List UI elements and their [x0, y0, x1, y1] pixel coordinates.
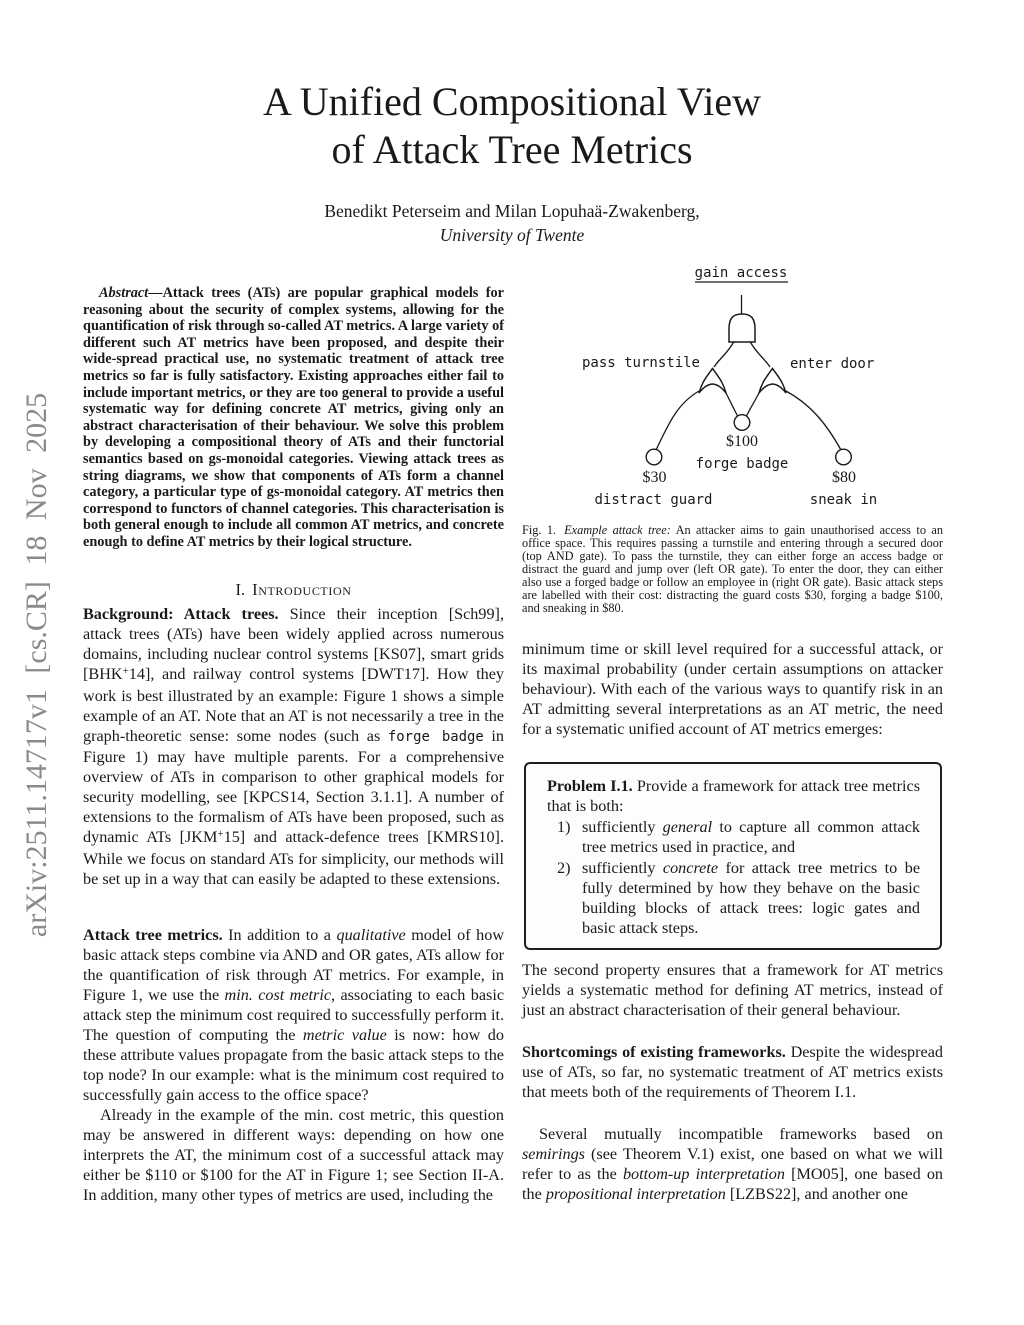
figure-caption-label: Fig. 1. [522, 523, 557, 537]
problem-item-2-number: 2) [557, 859, 571, 877]
section-title: Introduction [252, 580, 352, 599]
right-or-label: enter door [790, 356, 875, 372]
left-or-label: pass turnstile [581, 355, 700, 371]
authors: Benedikt Peterseim and Milan Lopuhaä-Zwakenberg, [324, 201, 700, 221]
edge-and-to-right-or [750, 342, 770, 368]
page-title [0, 78, 1024, 174]
problem-item-2 [547, 858, 920, 938]
distract-guard-cost: $30 [642, 469, 667, 486]
leaf-node-sneak-in [836, 449, 852, 465]
distract-guard-label: distract guard [594, 492, 713, 508]
paragraph-already-example: Already in the example of the min. cost metric, this question may be answered in different ways: depending on how one interprets the AT, the minimum cost of a successful attack may either be $110 or $100 for the AT in Figure 1; see Section II-A. In addition, many other types of metrics are used, including the [83, 1106, 504, 1204]
problem-item-1-text: sufficiently general to capture all common attack tree metrics used in practice, and [582, 818, 920, 856]
title-line-2: of Attack Tree Metrics [331, 127, 693, 172]
section-heading-introduction [83, 580, 504, 600]
section-number: I. [235, 580, 246, 599]
paragraph-shortcomings: Shortcomings of existing frameworks. Despite the widespread use of ATs, so far, no systematic treatment of AT metrics exists that meets both of the requirements of Theorem I.1. [522, 1043, 944, 1101]
paragraph-several-frameworks: Several mutually incompatible frameworks based on semirings (see Theorem V.1) exist, one based on what we will refer to as the bottom-up interpretation [MO05], one based on the propositional interpretation [LZBS22], and another one [522, 1125, 944, 1203]
affiliation: University of Twente [439, 225, 585, 245]
paragraph-second-property: The second property ensures that a framework for AT metrics yields a systematic method for defining AT metrics, instead of just an abstract characterisation of their general behaviour. [522, 961, 943, 1019]
edge-rightor-to-forge [747, 390, 761, 416]
edge-leftor-to-forge [725, 390, 738, 416]
figure-caption-text: Example attack tree: An attacker aims to gain unauthorised access to an office space. This requires passing a turnstile and entering through a secured door (top AND gate). To pass the turnstile, they can either forge an access badge or distract the guard and jump over (left OR gate). To enter the door, they can either also use a forged badge or follow an employee in (right OR gate). Basic attack steps are labelled with their cost: distracting the guard costs $30, forging a badge $100, and sneaking in $80. [522, 523, 943, 615]
problem-item-2-text: sufficiently concrete for attack tree metrics to be fully determined by how they behave on the basic building blocks of attack trees: logic gates and basic attack steps. [582, 859, 920, 937]
leaf-node-distract-guard [646, 449, 662, 465]
forge-badge-label: forge badge [695, 456, 789, 472]
leaf-node-forge-badge [734, 415, 750, 431]
root-node-label: gain access [694, 265, 788, 281]
edge-and-to-left-or [714, 342, 734, 368]
or-gate-right-icon [759, 369, 786, 394]
problem-item-1-number: 1) [557, 818, 571, 836]
title-line-1: A Unified Compositional View [263, 79, 761, 124]
problem-box [524, 762, 942, 950]
or-gate-left-icon [699, 369, 726, 394]
sneak-in-label: sneak in [809, 492, 878, 508]
edge-rightor-to-sneak [786, 391, 841, 450]
paragraph-attack-tree-metrics: Attack tree metrics. In addition to a qualitative model of how basic attack steps combine via AND and OR gates, ATs allow for the quantification of risk through AT metrics. For example, in Figure 1, we use the min. cost metric, associating to each basic attack step the minimum cost required to successfully perform it. The question of computing the metric value is now: how do these attribute values propagate from the basic attack steps to the top node? In our example: what is the minimum cost required to successfully gain access to the office space? [83, 926, 505, 1104]
arxiv-stamp: arXiv:2511.14717v1 [cs.CR] 18 Nov 2025 [20, 392, 53, 938]
edge-leftor-to-distract [656, 391, 699, 450]
abstract-paragraph: Abstract—Attack trees (ATs) are popular graphical models for reasoning about the security of complex systems, allowing for the quantification of risk through so-called AT metrics. A large variety of different such AT metrics have been proposed, and despite their wide-spread practical use, no systematic treatment of attack tree metrics so far is fully satisfactory. Existing approaches either fail to include important metrics, or they are too general to provide a useful systematic way for defining concrete AT metrics, giving only an abstract characterisation of their behaviour. We solve this problem by developing a compositional theory of ATs and their functorial semantics based on gs-monoidal categories. Viewing attack trees as string diagrams, we show that components of ATs form a channel category, a particular type of gs-monoidal category. AT metrics then correspond to functors of channel categories. This characterisation is both general enough to include all common AT metrics, and concrete enough to define AT metrics by their logical structure. [83, 285, 504, 550]
sneak-in-cost: $80 [832, 469, 856, 486]
attack-tree-figure [520, 255, 960, 517]
paragraph-background: Background: Attack trees. Since their inception [Sch99], attack trees (ATs) have been widely applied across numerous domains, including nuclear control systems [KS07], smart grids [BHK+14], and railway control systems [DWT17]. How they work is best illustrated by an example: Figure 1 shows a simple example of an AT. Note that an AT is not necessarily a tree in the graph-theoretic sense: some nodes (such as forge badge in Figure 1) may have multiple parents. For a comprehensive overview of ATs in comparison to other graphical models for security modelling, see [KPCS14, Section 3.1.1]. A number of extensions to the formalism of ATs have been proposed, such as dynamic ATs [JKM+15] and attack-defence trees [KMRS10]. While we focus on standard ATs for simplicity, our methods will be set up in a way that can easily be adapted to these extensions. [83, 605, 505, 888]
figure-caption [522, 524, 943, 615]
problem-item-1 [547, 817, 920, 857]
forge-badge-cost: $100 [726, 433, 758, 450]
paragraph-minimum-time: minimum time or skill level required for a successful attack, or its maximal probability (under certain assumptions on attacker behaviour). With each of the various ways to quantify risk in an AT admitting several interpretations as an AT metric, the need for a systematic unified account of AT metrics emerges: [522, 640, 943, 738]
problem-box-lead: Problem I.1. Provide a framework for attack tree metrics that is both: [547, 777, 920, 815]
and-gate-icon [729, 314, 755, 342]
